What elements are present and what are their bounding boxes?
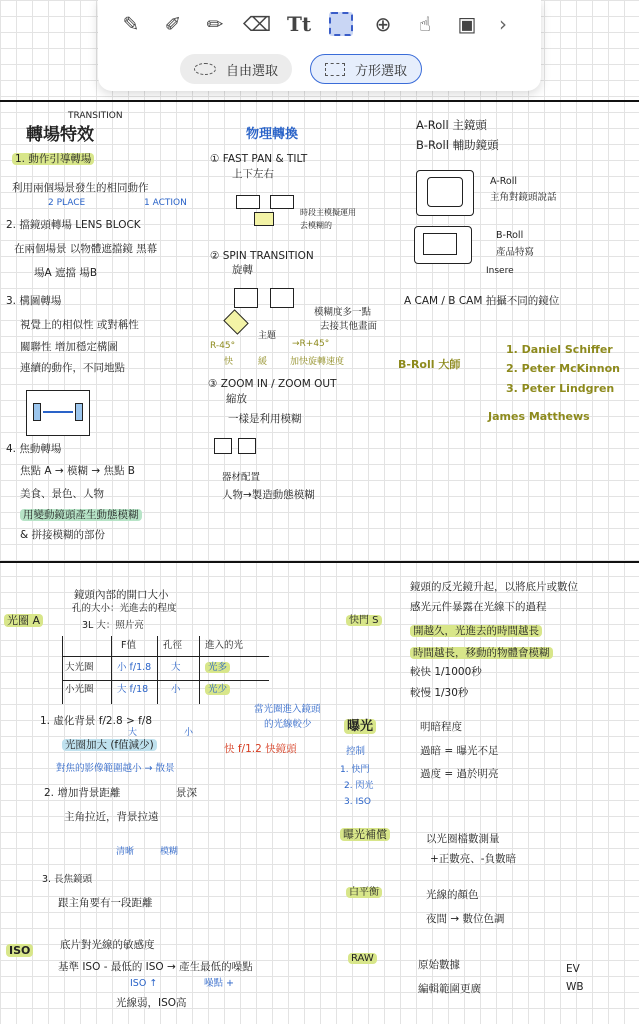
note-text: 的光線較少 xyxy=(264,719,312,730)
table-cell: 小光圈 xyxy=(65,684,94,695)
sketch-frame xyxy=(270,195,294,209)
note-text: 1 ACTION xyxy=(144,198,187,208)
table-rule xyxy=(63,680,269,681)
note-text: James Matthews xyxy=(488,410,590,423)
note-text: 時段主模擬運用 xyxy=(300,208,356,217)
note-text: 3L 大：照片亮 xyxy=(82,620,144,631)
page-divider-middle xyxy=(0,561,639,563)
note-text: →R+45° xyxy=(292,339,330,349)
note-highlight: RAW xyxy=(348,953,377,964)
note-text xyxy=(12,152,94,166)
note-text: A-Roll xyxy=(490,176,517,187)
note-text: 3. 構圖轉場 xyxy=(6,295,62,307)
note-text xyxy=(344,718,376,736)
note-text: 清晰 xyxy=(116,847,135,857)
note-text: 縮放 xyxy=(226,393,247,405)
note-text: 人物→製造動態模糊 xyxy=(222,489,315,501)
note-text: 1. 虛化背景 f/2.8 > f/8 xyxy=(40,715,153,727)
note-text: & 拼接模糊的部份 xyxy=(20,529,106,541)
note-highlight: ISO xyxy=(6,944,33,957)
table-cell: 大 xyxy=(171,662,181,673)
note-text: 產品特寫 xyxy=(496,247,535,258)
note-text xyxy=(346,886,382,900)
note-text: 美食、景色、人物 xyxy=(20,488,104,500)
sketch-frame xyxy=(414,226,472,264)
note-highlight: 時間越長，移動的物體會模糊 xyxy=(410,647,553,659)
note-text: 器材配置 xyxy=(222,472,261,483)
note-text: 2. 閃光 xyxy=(344,781,374,791)
note-text: 鏡頭的反光鏡升起，以將底片或數位 xyxy=(410,581,578,593)
sketch-frame xyxy=(223,309,248,334)
note-text: 2. 增加背景距離 xyxy=(44,787,121,799)
note-highlight: 光多 xyxy=(205,662,230,673)
note-text: 1. Daniel Schiffer xyxy=(506,343,613,356)
note-text: 快 xyxy=(224,357,234,367)
text-tool-icon[interactable]: Tt xyxy=(286,12,312,36)
sketch-frame xyxy=(236,195,260,209)
note-text: 夜間 → 數位色調 xyxy=(426,913,505,925)
note-text: 場A 遮擋 場B xyxy=(34,267,98,279)
chevron-right-icon[interactable]: › xyxy=(499,12,507,36)
note-text: 基準 ISO - 最低的 ISO → 產生最低的噪點 xyxy=(58,961,253,973)
note-text: 過度 = 過於明亮 xyxy=(420,768,499,780)
sketch-shape xyxy=(423,233,457,255)
lasso-select-icon[interactable] xyxy=(320,6,362,42)
note-text: 孔的大小：光進去的程度 xyxy=(72,603,177,614)
table-header: F值 xyxy=(121,640,136,651)
note-text: 2. Peter McKinnon xyxy=(506,362,620,375)
note-text: 旋轉 xyxy=(232,264,253,276)
note-text: +正數亮、-負數暗 xyxy=(430,853,517,865)
table-cell xyxy=(205,662,230,675)
note-highlight: 1. 動作引導轉場 xyxy=(12,153,94,165)
page-divider-top xyxy=(0,100,639,102)
note-text: 小 xyxy=(184,728,194,738)
note-text: B-Roll xyxy=(496,230,524,241)
note-highlight: 快門 S xyxy=(346,615,382,626)
note-text: 快 f/1.2 快鏡頭 xyxy=(224,743,297,755)
note-text: A-Roll 主鏡頭 xyxy=(416,118,487,132)
note-text: 4. 焦動轉場 xyxy=(6,443,62,455)
note-text xyxy=(6,944,33,959)
aperture-table xyxy=(62,636,268,704)
note-text: 主題 xyxy=(258,331,277,341)
note-text: TRANSITION xyxy=(68,111,123,121)
note-text: 過暗 = 曝光不足 xyxy=(420,745,499,757)
rect-select-label: 方形選取 xyxy=(355,63,408,79)
note-highlight: 光圈加大 (f值減少) xyxy=(62,739,157,751)
table-header: 孔徑 xyxy=(163,640,183,651)
note-text: 2 PLACE xyxy=(48,198,86,208)
note-text xyxy=(340,828,390,843)
table-cell: 大 f/18 xyxy=(117,684,149,695)
sketch-shape xyxy=(33,403,41,421)
note-text xyxy=(20,508,142,522)
note-text: ISO ↑ xyxy=(130,978,158,989)
note-highlight: 用變動鏡頭產生動態模糊 xyxy=(20,509,142,521)
table-rule xyxy=(157,636,158,704)
sticker-icon[interactable]: ▣ xyxy=(457,12,477,36)
note-text xyxy=(346,614,382,628)
note-text: 噪點 + xyxy=(204,978,234,989)
note-text: ① FAST PAN & TILT xyxy=(210,153,308,165)
pen-icon[interactable]: ✎ xyxy=(122,12,140,36)
note-text xyxy=(4,614,43,629)
note-text xyxy=(348,952,377,966)
note-text: 模糊 xyxy=(160,847,179,857)
note-text: 主角對鏡頭說話 xyxy=(490,192,557,203)
note-text: 當光圈進入鏡頭 xyxy=(254,704,321,715)
table-cell: 小 xyxy=(171,684,181,695)
sketch-frame xyxy=(26,390,90,436)
free-select-label: 自由選取 xyxy=(226,63,279,79)
note-text: B-Roll 大師 xyxy=(398,358,461,371)
table-cell xyxy=(205,684,230,697)
sketch-frame xyxy=(234,288,258,308)
note-text: 光線弱，ISO高 xyxy=(116,997,187,1009)
note-text: 去模糊的 xyxy=(300,221,332,230)
note-text: A CAM / B CAM 拍攝不同的鏡位 xyxy=(404,295,560,307)
note-text: 2. 擋鏡頭轉場 LENS BLOCK xyxy=(6,219,141,231)
sketch-shape xyxy=(427,177,463,207)
note-text: 大 xyxy=(128,728,138,738)
note-text: 1. 快門 xyxy=(340,765,370,775)
note-text: 明暗程度 xyxy=(420,721,462,733)
toolbar xyxy=(98,0,541,91)
note-text: ② SPIN TRANSITION xyxy=(210,250,314,262)
sketch-frame xyxy=(416,170,474,216)
note-text: 模糊度多一點 xyxy=(314,307,372,318)
free-select-button[interactable] xyxy=(180,54,292,84)
note-text: R-45° xyxy=(210,341,236,351)
note-text: Insere xyxy=(486,266,514,276)
note-text: 加快旋轉速度 xyxy=(290,357,345,367)
note-text: 關聯性 增加穩定構圖 xyxy=(20,341,118,353)
sketch-frame xyxy=(214,438,232,454)
ellipse-dashed-icon xyxy=(194,63,216,75)
note-text: 視覺上的相似性 或對稱性 xyxy=(20,319,139,331)
rect-dashed-icon xyxy=(325,63,345,76)
note-highlight: 曝光 xyxy=(344,719,376,734)
note-text: 感光元件暴露在光線下的過程 xyxy=(410,601,547,613)
eraser-icon[interactable]: ⌫ xyxy=(242,12,272,36)
note-text: 光線的顏色 xyxy=(426,889,479,901)
note-text: WB xyxy=(566,981,584,993)
note-text: 一樣是利用模糊 xyxy=(228,413,302,425)
highlighter-icon[interactable]: ✐ xyxy=(164,12,182,36)
note-text: 3. Peter Lindgren xyxy=(506,382,615,395)
tool-row xyxy=(110,6,530,42)
section-title: 物理轉換 xyxy=(246,127,299,142)
note-text: 3. ISO xyxy=(344,797,371,807)
selection-mode-row xyxy=(180,54,422,84)
note-text: 焦點 A → 模糊 → 焦點 B xyxy=(20,465,136,477)
note-text: 原始數據 xyxy=(418,959,460,971)
note-text xyxy=(410,646,553,660)
note-text: 控制 xyxy=(346,746,366,757)
section-title: 轉場特效 xyxy=(26,125,94,145)
note-text: 去接其他畫面 xyxy=(320,321,378,332)
note-text: EV xyxy=(566,963,580,975)
sketch-shape xyxy=(75,403,83,421)
table-rule xyxy=(63,656,269,657)
note-text: 底片對光線的敏感度 xyxy=(60,939,155,951)
sketch-frame xyxy=(254,212,274,226)
note-highlight: 開越久，光進去的時間越長 xyxy=(410,625,542,637)
table-cell: 小 f/1.8 xyxy=(117,662,152,673)
note-text: 對焦的影像範圍越小 → 散景 xyxy=(56,763,175,774)
note-text: B-Roll 輔助鏡頭 xyxy=(416,138,499,152)
note-highlight: 白平衡 xyxy=(346,887,382,898)
add-shape-icon[interactable]: ⊕ xyxy=(374,12,392,36)
note-text: ③ ZOOM IN / ZOOM OUT xyxy=(208,378,337,390)
note-highlight: 曝光補償 xyxy=(340,828,390,841)
note-highlight: 光少 xyxy=(205,684,230,695)
table-rule xyxy=(199,636,200,704)
table-cell: 大光圈 xyxy=(65,662,94,673)
marker-icon[interactable]: ✏ xyxy=(206,12,224,36)
note-text xyxy=(410,624,542,638)
note-text: 較慢 1/30秒 xyxy=(410,687,469,699)
note-text: 跟主角要有一段距離 xyxy=(58,897,153,909)
lasso-select-glyph xyxy=(329,12,353,36)
note-text: 較快 1/1000秒 xyxy=(410,666,482,678)
table-header: 進入的光 xyxy=(205,640,244,651)
note-text: 緩 xyxy=(258,357,268,367)
table-rule xyxy=(111,636,112,704)
sketch-frame xyxy=(238,438,256,454)
hand-pointer-icon[interactable]: ☝ xyxy=(418,12,432,36)
sketch-arrow xyxy=(43,411,73,413)
note-text: 在兩個場景 以物體遮擋鏡 黑幕 xyxy=(14,243,158,255)
note-text: 連續的動作，不同地點 xyxy=(20,362,125,374)
note-text: 編輯範圍更廣 xyxy=(418,983,481,995)
note-text: 以光圈檔數測量 xyxy=(426,833,500,845)
note-highlight: 光圈 A xyxy=(4,614,43,627)
note-text: 上下左右 xyxy=(232,168,274,180)
rect-select-button[interactable] xyxy=(310,54,422,84)
note-text: 3. 長焦鏡頭 xyxy=(42,874,93,885)
note-text xyxy=(62,738,157,752)
note-text: 鏡頭內部的開口大小 xyxy=(74,589,169,601)
sketch-frame xyxy=(270,288,294,308)
note-text: 景深 xyxy=(176,787,197,799)
note-text: 主角拉近，背景拉遠 xyxy=(64,811,159,823)
note-text: 利用兩個場景發生的相同動作 xyxy=(12,182,149,194)
